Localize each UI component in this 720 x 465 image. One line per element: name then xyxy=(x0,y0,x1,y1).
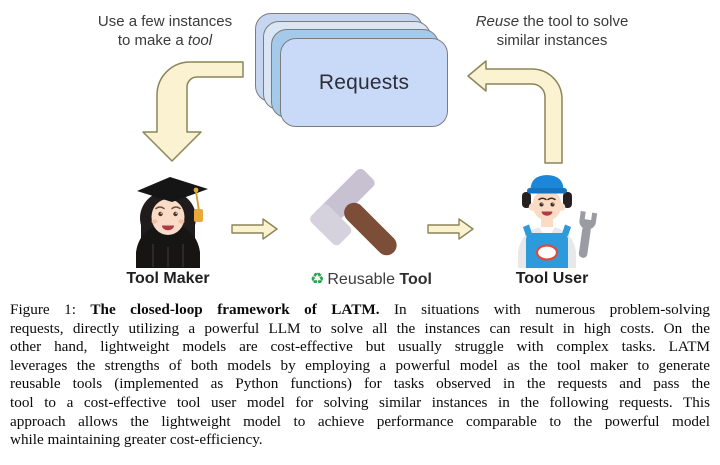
recycle-icon: ♻ xyxy=(310,269,325,288)
annotation-italic: tool xyxy=(187,32,213,49)
arrow-requests-to-maker xyxy=(143,62,243,161)
caption-prefix: Figure 1: xyxy=(10,301,91,318)
caption-line-4: leverages the strengths of both models by employing a powerful model as the tool maker to generate xyxy=(10,356,710,374)
reusable-tool-label xyxy=(285,269,457,289)
annotation-reuse-tool xyxy=(467,12,637,50)
annotation-line: similar instances xyxy=(496,32,608,49)
caption-bold-title: The closed-loop framework of LATM. xyxy=(90,301,380,318)
reusable-bold: Tool xyxy=(399,271,432,288)
reusable-text: Reusable xyxy=(327,271,400,288)
arrow-tool-to-user xyxy=(428,219,473,239)
arrow-maker-to-tool xyxy=(232,219,277,239)
annotation-line: Use a few instances xyxy=(97,13,233,30)
figure-caption xyxy=(10,301,710,450)
tool-user-label: Tool User xyxy=(515,270,589,287)
caption-line-7: approach allows the lightweight model to achieve performance comparable to the powerful model xyxy=(10,412,710,430)
request-card-front xyxy=(280,38,448,127)
caption-line-3: other hand, lightweight models are cost-effective but usually struggle with complex tasks. LATM xyxy=(10,338,710,356)
caption-line-6: tool to a cost-effective tool user model for solving similar instances in the following requests. This xyxy=(10,393,710,411)
caption-rest: In situations with numerous problem-solving xyxy=(379,301,710,318)
hammer-emoji xyxy=(308,167,420,279)
requests-label: Requests xyxy=(318,70,410,94)
annotation-make-tool xyxy=(80,12,250,50)
man-mechanic-emoji xyxy=(518,175,597,268)
tool-maker-label: Tool Maker xyxy=(126,270,210,287)
wrench-icon xyxy=(574,211,597,259)
caption-line-1 xyxy=(10,301,710,320)
caption-line-5: reusable tools (implemented as Python functions) for tasks observed in the requests and pass the xyxy=(10,375,710,393)
woman-graduate-emoji xyxy=(136,177,208,268)
arrow-user-to-requests xyxy=(468,61,562,163)
caption-line-2: requests, directly utilizing a powerful LLM to solve all the instances can result in high costs. On the xyxy=(10,319,710,337)
annotation-line: the tool to solve xyxy=(519,13,629,30)
annotation-line: to make a xyxy=(117,32,188,49)
caption-line-8: while maintaining greater cost-efficiency. xyxy=(10,431,263,449)
annotation-italic: Reuse xyxy=(475,13,520,30)
